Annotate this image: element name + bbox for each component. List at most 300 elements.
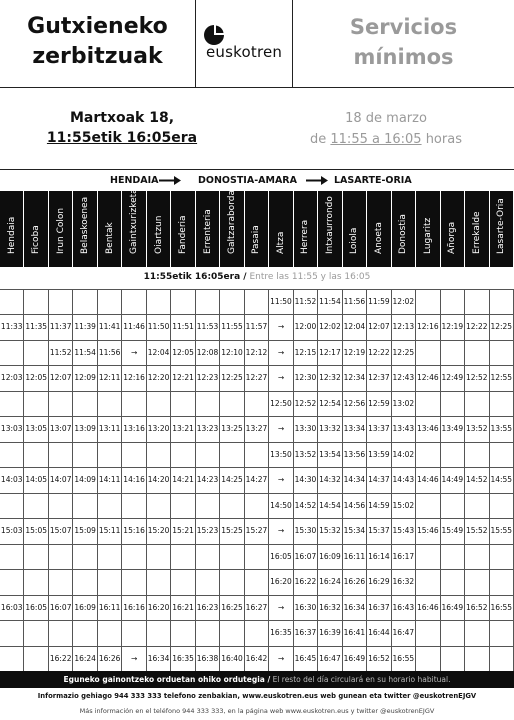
timetable-cell: 13:11 bbox=[98, 417, 122, 441]
timetable-cell: 11:56 bbox=[343, 290, 367, 314]
timetable-cell: 15:34 bbox=[343, 519, 367, 543]
timetable-cell: 11:33 bbox=[0, 315, 24, 339]
timetable-cell: 16:09 bbox=[73, 596, 97, 620]
timetable-cell bbox=[49, 545, 73, 569]
timetable-cell: 15:52 bbox=[465, 519, 489, 543]
timetable-cell: 11:37 bbox=[49, 315, 73, 339]
timetable-cell bbox=[122, 443, 146, 467]
timetable-cell: 12:34 bbox=[343, 366, 367, 390]
timetable-cell: 11:39 bbox=[73, 315, 97, 339]
timetable-cell: 12:04 bbox=[343, 315, 367, 339]
timetable-cell: 15:30 bbox=[294, 519, 318, 543]
station-name: Hendaia bbox=[6, 216, 17, 254]
timetable-cell: 12:54 bbox=[318, 392, 342, 416]
timetable-cell: 16:11 bbox=[343, 545, 367, 569]
station-name: Lugaritz bbox=[422, 217, 433, 254]
timetable-cell bbox=[490, 290, 514, 314]
timetable-cell bbox=[24, 621, 48, 645]
timetable-cell: 12:25 bbox=[490, 315, 514, 339]
timetable-cell bbox=[196, 290, 220, 314]
timetable-cell: → bbox=[269, 468, 293, 492]
timetable-cell bbox=[196, 494, 220, 518]
timetable-cell bbox=[441, 443, 465, 467]
timetable-cell: 12:19 bbox=[441, 315, 465, 339]
timetable-cell bbox=[122, 494, 146, 518]
route-arrow-icon bbox=[159, 176, 181, 185]
timetable-cell: 16:05 bbox=[24, 596, 48, 620]
timetable-row bbox=[0, 468, 514, 493]
timetable-row bbox=[0, 596, 514, 621]
timetable-cell bbox=[24, 341, 48, 365]
route-origin: HENDAIA bbox=[110, 175, 159, 186]
timetable-cell: 13:43 bbox=[392, 417, 416, 441]
timetable-cell bbox=[465, 341, 489, 365]
info-basque: Informazio gehiago 944 333 333 telefono zenbakian, www.euskotren.eus web gunean eta twitter @euskotrenEJGV bbox=[37, 692, 477, 700]
timetable-cell bbox=[49, 570, 73, 594]
timetable-cell: 12:52 bbox=[294, 392, 318, 416]
timetable-cell bbox=[416, 647, 440, 671]
timetable-cell: 12:37 bbox=[367, 366, 391, 390]
timetable-cell: 13:30 bbox=[294, 417, 318, 441]
timetable-cell: 12:05 bbox=[24, 366, 48, 390]
timetable-cell bbox=[171, 545, 195, 569]
timetable-cell: 12:52 bbox=[465, 366, 489, 390]
timetable-cell: 12:02 bbox=[318, 315, 342, 339]
timetable-cell: 12:15 bbox=[294, 341, 318, 365]
timetable-cell bbox=[171, 392, 195, 416]
timetable-cell: 15:11 bbox=[98, 519, 122, 543]
timetable-cell bbox=[196, 621, 220, 645]
station-name: Añorga bbox=[447, 221, 458, 254]
timetable-cell: 12:50 bbox=[269, 392, 293, 416]
timetable-cell: → bbox=[269, 417, 293, 441]
timetable-cell: 14:56 bbox=[343, 494, 367, 518]
timetable-cell bbox=[465, 290, 489, 314]
timetable-cell: 16:43 bbox=[392, 596, 416, 620]
timetable-cell: 14:52 bbox=[465, 468, 489, 492]
timetable-cell bbox=[49, 443, 73, 467]
timetable-cell: 12:32 bbox=[318, 366, 342, 390]
timetable-cell bbox=[49, 621, 73, 645]
timetable-cell: 12:07 bbox=[49, 366, 73, 390]
timetable-cell: 15:05 bbox=[24, 519, 48, 543]
timetable-cell: 12:25 bbox=[220, 366, 244, 390]
timetable-cell: 16:24 bbox=[73, 647, 97, 671]
timetable-cell bbox=[0, 392, 24, 416]
timetable-cell: 15:21 bbox=[171, 519, 195, 543]
timetable-cell: 11:53 bbox=[196, 315, 220, 339]
timetable-cell bbox=[220, 494, 244, 518]
header bbox=[0, 0, 514, 88]
notice-basque: Eguneko gainontzeko orduetan ohiko ordutegia / bbox=[63, 675, 271, 684]
timetable-cell: 11:54 bbox=[318, 290, 342, 314]
timetable-cell: 12:46 bbox=[416, 366, 440, 390]
timetable-cell: 14:43 bbox=[392, 468, 416, 492]
timetable-cell bbox=[490, 341, 514, 365]
timetable-cell: 16:47 bbox=[392, 621, 416, 645]
title-basque-line2: zerbitzuak bbox=[32, 44, 163, 69]
timetable-cell bbox=[490, 443, 514, 467]
timetable-cell bbox=[122, 392, 146, 416]
station-column-header bbox=[147, 191, 171, 267]
timetable-cell bbox=[196, 392, 220, 416]
logo-text: euskotren bbox=[206, 43, 283, 61]
timetable-cell: 12:00 bbox=[294, 315, 318, 339]
timetable-cell bbox=[122, 290, 146, 314]
timetable-cell: 12:23 bbox=[196, 366, 220, 390]
station-header bbox=[0, 188, 514, 267]
timetable-cell: 15:20 bbox=[147, 519, 171, 543]
timetable-cell: 13:16 bbox=[122, 417, 146, 441]
timetable-cell bbox=[0, 443, 24, 467]
timetable-cell bbox=[171, 621, 195, 645]
timetable-cell: 16:55 bbox=[392, 647, 416, 671]
timetable-cell: 12:12 bbox=[245, 341, 269, 365]
timetable-cell bbox=[220, 290, 244, 314]
timetable-cell: 15:43 bbox=[392, 519, 416, 543]
timetable-cell: 12:22 bbox=[367, 341, 391, 365]
timetable-cell: 16:26 bbox=[98, 647, 122, 671]
timetable-cell bbox=[147, 290, 171, 314]
timetable-cell: 16:34 bbox=[147, 647, 171, 671]
timetable-cell: 16:35 bbox=[269, 621, 293, 645]
timetable-cell: 13:55 bbox=[490, 417, 514, 441]
timetable-cell bbox=[24, 494, 48, 518]
timetable-cell bbox=[441, 621, 465, 645]
timetable-cell: 16:16 bbox=[122, 596, 146, 620]
timetable-cell: 14:25 bbox=[220, 468, 244, 492]
timetable-cell: 14:20 bbox=[147, 468, 171, 492]
station-column-header bbox=[220, 191, 244, 267]
timetable-cell: 16:25 bbox=[220, 596, 244, 620]
timetable-cell: → bbox=[269, 647, 293, 671]
timetable-row bbox=[0, 366, 514, 391]
timetable-cell: 13:20 bbox=[147, 417, 171, 441]
station-column-header bbox=[294, 191, 318, 267]
date-basque-line1: Martxoak 18, bbox=[69, 110, 175, 126]
timetable-cell: → bbox=[269, 596, 293, 620]
station-column-header bbox=[343, 191, 367, 267]
timetable-cell: 16:49 bbox=[441, 596, 465, 620]
timetable-row bbox=[0, 494, 514, 519]
timetable-cell bbox=[122, 570, 146, 594]
timetable-cell: 14:34 bbox=[343, 468, 367, 492]
timetable-cell: 15:07 bbox=[49, 519, 73, 543]
station-name: Belaskoenea bbox=[80, 196, 91, 254]
timetable-row bbox=[0, 545, 514, 570]
timetable-cell bbox=[98, 621, 122, 645]
timetable-cell: 16:11 bbox=[98, 596, 122, 620]
timetable-cell bbox=[490, 494, 514, 518]
timetable-cell: 11:56 bbox=[98, 341, 122, 365]
timetable-cell: → bbox=[122, 341, 146, 365]
timetable-cell bbox=[465, 647, 489, 671]
timetable-cell: 13:34 bbox=[343, 417, 367, 441]
timetable-cell: 16:52 bbox=[367, 647, 391, 671]
timetable-cell bbox=[465, 494, 489, 518]
timetable-cell: 16:39 bbox=[318, 621, 342, 645]
timetable-cell: 16:44 bbox=[367, 621, 391, 645]
timetable-cell: 15:37 bbox=[367, 519, 391, 543]
station-name: Loiola bbox=[349, 227, 360, 254]
euskotren-logo bbox=[196, 0, 293, 88]
timetable-cell bbox=[416, 570, 440, 594]
timetable-cell: 16:45 bbox=[294, 647, 318, 671]
timetable-cell: 14:03 bbox=[0, 468, 24, 492]
title-spanish-line2: mínimos bbox=[353, 45, 454, 69]
timetable-row bbox=[0, 417, 514, 442]
timetable-cell bbox=[98, 443, 122, 467]
timetable-cell bbox=[416, 545, 440, 569]
timetable-cell: 12:56 bbox=[343, 392, 367, 416]
timetable-cell: 13:27 bbox=[245, 417, 269, 441]
timetable-cell: 11:35 bbox=[24, 315, 48, 339]
timetable-cell: 16:23 bbox=[196, 596, 220, 620]
timetable-cell: 15:55 bbox=[490, 519, 514, 543]
timetable-cell bbox=[196, 570, 220, 594]
date-basque-line2: 11:55etik 16:05era bbox=[46, 130, 198, 146]
date-basque bbox=[0, 88, 244, 170]
timetable-cell: 12:16 bbox=[416, 315, 440, 339]
notice-spanish: El resto del día circulará en su horario habitual. bbox=[270, 675, 451, 684]
timetable-cell: 14:23 bbox=[196, 468, 220, 492]
timetable-cell: 14:02 bbox=[392, 443, 416, 467]
timetable-cell: 16:26 bbox=[343, 570, 367, 594]
timetable-cell: 16:21 bbox=[171, 596, 195, 620]
timetable-cell bbox=[0, 290, 24, 314]
timetable-cell: 12:19 bbox=[343, 341, 367, 365]
timetable-cell: 16:05 bbox=[269, 545, 293, 569]
timetable-cell: 12:08 bbox=[196, 341, 220, 365]
timetable-cell: 13:46 bbox=[416, 417, 440, 441]
timetable-cell bbox=[490, 545, 514, 569]
timetable-cell: 14:09 bbox=[73, 468, 97, 492]
timetable-cell bbox=[490, 570, 514, 594]
station-name: Altza bbox=[275, 231, 286, 254]
station-column-header bbox=[367, 191, 391, 267]
timetable-cell bbox=[0, 494, 24, 518]
timetable-cell: 14:59 bbox=[367, 494, 391, 518]
timetable-cell: 13:23 bbox=[196, 417, 220, 441]
timetable-cell bbox=[416, 494, 440, 518]
timetable-row bbox=[0, 647, 514, 672]
timetable-cell bbox=[416, 290, 440, 314]
date-spanish-time: 11:55 a 16:05 bbox=[330, 132, 422, 147]
timetable-row bbox=[0, 519, 514, 544]
timetable-cell: 13:25 bbox=[220, 417, 244, 441]
timetable-cell bbox=[73, 570, 97, 594]
timetable-cell bbox=[416, 621, 440, 645]
station-column-header bbox=[0, 191, 24, 267]
timetable-cell: 12:11 bbox=[98, 366, 122, 390]
timetable-cell bbox=[98, 494, 122, 518]
timetable-cell: 13:56 bbox=[343, 443, 367, 467]
timetable-cell: 12:25 bbox=[392, 341, 416, 365]
timetable-cell: 16:46 bbox=[416, 596, 440, 620]
timetable-cell bbox=[171, 494, 195, 518]
timetable-cell: 13:05 bbox=[24, 417, 48, 441]
timetable-cell bbox=[98, 545, 122, 569]
station-name: Pasaia bbox=[251, 225, 262, 254]
timetable-cell: 11:52 bbox=[49, 341, 73, 365]
timetable-cell: 12:13 bbox=[392, 315, 416, 339]
timetable-cell: 14:21 bbox=[171, 468, 195, 492]
station-name: Errenteria bbox=[202, 209, 213, 254]
time-range-subtitle bbox=[0, 267, 514, 288]
timetable-cell bbox=[416, 341, 440, 365]
timetable-cell: 13:59 bbox=[367, 443, 391, 467]
timetable-cell: 14:50 bbox=[269, 494, 293, 518]
timetable-cell bbox=[73, 443, 97, 467]
station-column-header bbox=[392, 191, 416, 267]
timetable-cell bbox=[220, 570, 244, 594]
timetable-cell: 13:21 bbox=[171, 417, 195, 441]
timetable-cell: 13:54 bbox=[318, 443, 342, 467]
route-line bbox=[0, 170, 514, 191]
timetable-cell bbox=[465, 392, 489, 416]
timetable-cell: 12:05 bbox=[171, 341, 195, 365]
date-spanish-line1: 18 de marzo bbox=[345, 111, 427, 126]
timetable-cell: 13:07 bbox=[49, 417, 73, 441]
timetable-cell bbox=[73, 290, 97, 314]
timetable-cell: 14:55 bbox=[490, 468, 514, 492]
timetable-cell bbox=[98, 290, 122, 314]
timetable-cell: 12:27 bbox=[245, 366, 269, 390]
timetable-cell: 11:51 bbox=[171, 315, 195, 339]
timetable-cell: 16:41 bbox=[343, 621, 367, 645]
timetable-cell bbox=[441, 570, 465, 594]
timetable-grid bbox=[0, 289, 514, 671]
station-column-header bbox=[318, 191, 342, 267]
station-column-header bbox=[245, 191, 269, 267]
subtitle-basque: 11:55etik 16:05era / bbox=[143, 272, 247, 282]
station-name: Fanderia bbox=[178, 215, 189, 254]
station-name: Galtzaraborda bbox=[227, 190, 238, 254]
timetable-cell bbox=[171, 443, 195, 467]
timetable-cell: 12:22 bbox=[465, 315, 489, 339]
timetable-cell: 16:20 bbox=[147, 596, 171, 620]
timetable-cell: 15:16 bbox=[122, 519, 146, 543]
timetable-cell bbox=[171, 570, 195, 594]
timetable-cell: 12:10 bbox=[220, 341, 244, 365]
timetable-cell bbox=[245, 545, 269, 569]
timetable-cell bbox=[49, 290, 73, 314]
timetable-cell: 16:40 bbox=[220, 647, 244, 671]
timetable-cell: 16:32 bbox=[392, 570, 416, 594]
timetable-cell: 16:27 bbox=[245, 596, 269, 620]
timetable-cell: 12:43 bbox=[392, 366, 416, 390]
date-spanish bbox=[264, 88, 508, 170]
timetable-cell: 12:04 bbox=[147, 341, 171, 365]
timetable-cell: 14:27 bbox=[245, 468, 269, 492]
timetable-cell: 15:32 bbox=[318, 519, 342, 543]
timetable-cell: 14:54 bbox=[318, 494, 342, 518]
station-name: Errekalde bbox=[471, 211, 482, 254]
timetable-cell bbox=[147, 443, 171, 467]
timetable-cell bbox=[147, 494, 171, 518]
timetable-cell bbox=[24, 290, 48, 314]
station-column-header bbox=[441, 191, 465, 267]
timetable-cell bbox=[220, 392, 244, 416]
timetable-cell: 12:59 bbox=[367, 392, 391, 416]
timetable-cell bbox=[465, 570, 489, 594]
timetable-cell: 12:21 bbox=[171, 366, 195, 390]
timetable-cell bbox=[147, 570, 171, 594]
timetable-cell bbox=[0, 545, 24, 569]
timetable-cell: 16:07 bbox=[49, 596, 73, 620]
timetable-cell bbox=[73, 494, 97, 518]
timetable-cell bbox=[441, 647, 465, 671]
timetable-cell bbox=[122, 545, 146, 569]
timetable-cell: 16:32 bbox=[318, 596, 342, 620]
date-spanish-pre: de bbox=[310, 132, 331, 147]
station-column-header bbox=[490, 191, 514, 267]
timetable-cell: 15:03 bbox=[0, 519, 24, 543]
timetable-cell: 16:03 bbox=[0, 596, 24, 620]
timetable-cell bbox=[441, 494, 465, 518]
station-name: Oiartzun bbox=[153, 215, 164, 254]
timetable-cell: 11:54 bbox=[73, 341, 97, 365]
timetable-cell: 13:37 bbox=[367, 417, 391, 441]
timetable-cell: 13:32 bbox=[318, 417, 342, 441]
timetable-cell bbox=[98, 392, 122, 416]
timetable-cell: 14:32 bbox=[318, 468, 342, 492]
timetable-cell bbox=[220, 621, 244, 645]
timetable-cell: 12:17 bbox=[318, 341, 342, 365]
station-column-header bbox=[122, 188, 146, 267]
timetable-cell: 14:30 bbox=[294, 468, 318, 492]
timetable-cell bbox=[24, 443, 48, 467]
station-name: Anoeta bbox=[373, 222, 384, 254]
timetable-cell bbox=[245, 392, 269, 416]
timetable-cell: 16:42 bbox=[245, 647, 269, 671]
timetable-cell: 12:30 bbox=[294, 366, 318, 390]
timetable-cell bbox=[220, 443, 244, 467]
timetable-cell: 11:55 bbox=[220, 315, 244, 339]
timetable-cell: 13:49 bbox=[441, 417, 465, 441]
timetable-cell: 14:46 bbox=[416, 468, 440, 492]
station-name: Irun Colon bbox=[55, 207, 66, 254]
timetable-cell: 12:55 bbox=[490, 366, 514, 390]
timetable-cell: 15:09 bbox=[73, 519, 97, 543]
timetable-cell: 15:23 bbox=[196, 519, 220, 543]
timetable-cell bbox=[441, 545, 465, 569]
timetable-cell: 11:50 bbox=[269, 290, 293, 314]
timetable-cell bbox=[24, 570, 48, 594]
timetable-cell: → bbox=[269, 519, 293, 543]
title-spanish-line1: Servicios bbox=[349, 15, 458, 39]
timetable-cell: 11:46 bbox=[122, 315, 146, 339]
timetable-cell: 16:17 bbox=[392, 545, 416, 569]
date-spanish-line2 bbox=[264, 132, 508, 147]
timetable-cell bbox=[416, 392, 440, 416]
timetable-cell bbox=[245, 494, 269, 518]
timetable-cell: 12:07 bbox=[367, 315, 391, 339]
timetable-cell bbox=[73, 621, 97, 645]
timetable-cell bbox=[490, 647, 514, 671]
timetable-row bbox=[0, 315, 514, 340]
timetable-cell bbox=[49, 392, 73, 416]
timetable-cell bbox=[122, 621, 146, 645]
timetable-cell: 14:05 bbox=[24, 468, 48, 492]
timetable-cell: 14:11 bbox=[98, 468, 122, 492]
timetable-cell bbox=[220, 545, 244, 569]
station-name: Gaintxurizketa bbox=[129, 188, 140, 254]
subtitle-spanish: Entre las 11:55 y las 16:05 bbox=[246, 272, 371, 282]
station-name: Ficoba bbox=[31, 225, 42, 254]
timetable-cell: 12:03 bbox=[0, 366, 24, 390]
timetable-row bbox=[0, 443, 514, 468]
